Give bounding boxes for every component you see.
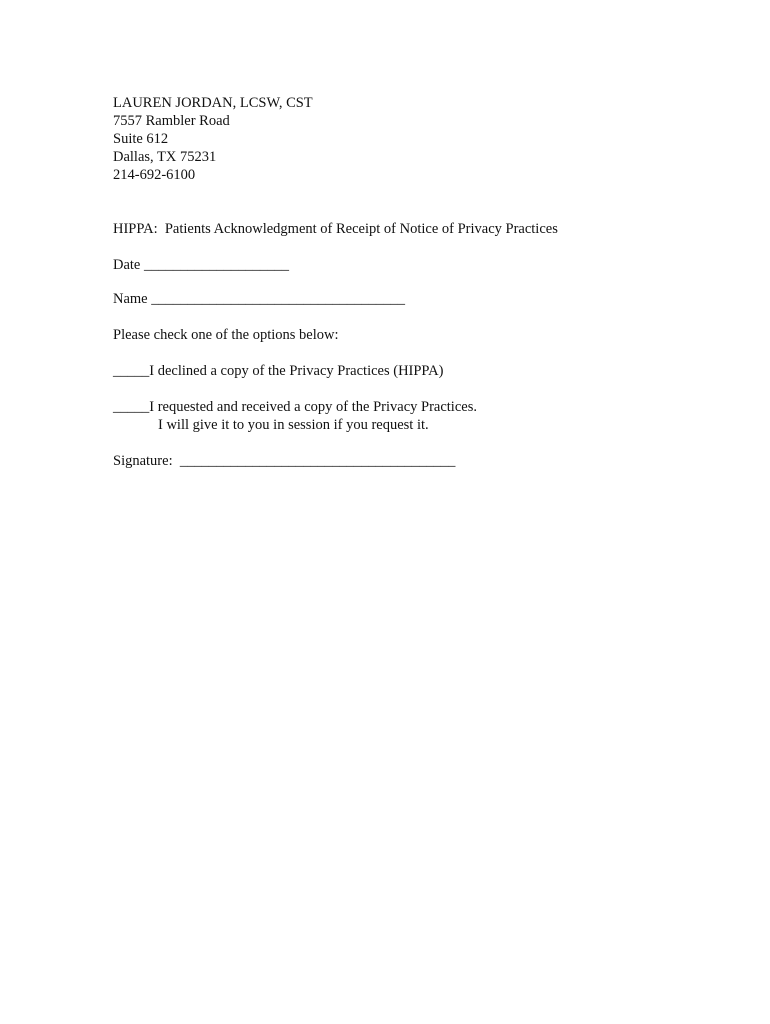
date-field[interactable]: Date ____________________	[113, 257, 289, 273]
option-requested[interactable]: _____I requested and received a copy of the Privacy Practices.	[113, 399, 477, 415]
instruction-text: Please check one of the options below:	[113, 327, 339, 343]
phone-number: 214-692-6100	[113, 167, 196, 183]
city-state-zip: Dallas, TX 75231	[113, 149, 217, 165]
option-declined[interactable]: _____I declined a copy of the Privacy Practices (HIPPA)	[113, 363, 444, 379]
signature-field[interactable]: Signature: ______________________________________	[113, 453, 456, 469]
form-title: HIPPA: Patients Acknowledgment of Receipt of Notice of Privacy Practices	[113, 221, 558, 237]
street-address: 7557 Rambler Road	[113, 113, 230, 129]
suite-number: Suite 612	[113, 131, 169, 147]
provider-name: LAUREN JORDAN, LCSW, CST	[113, 95, 313, 111]
option-requested-note: I will give it to you in session if you request it.	[158, 417, 429, 433]
name-field[interactable]: Name ___________________________________	[113, 291, 405, 307]
